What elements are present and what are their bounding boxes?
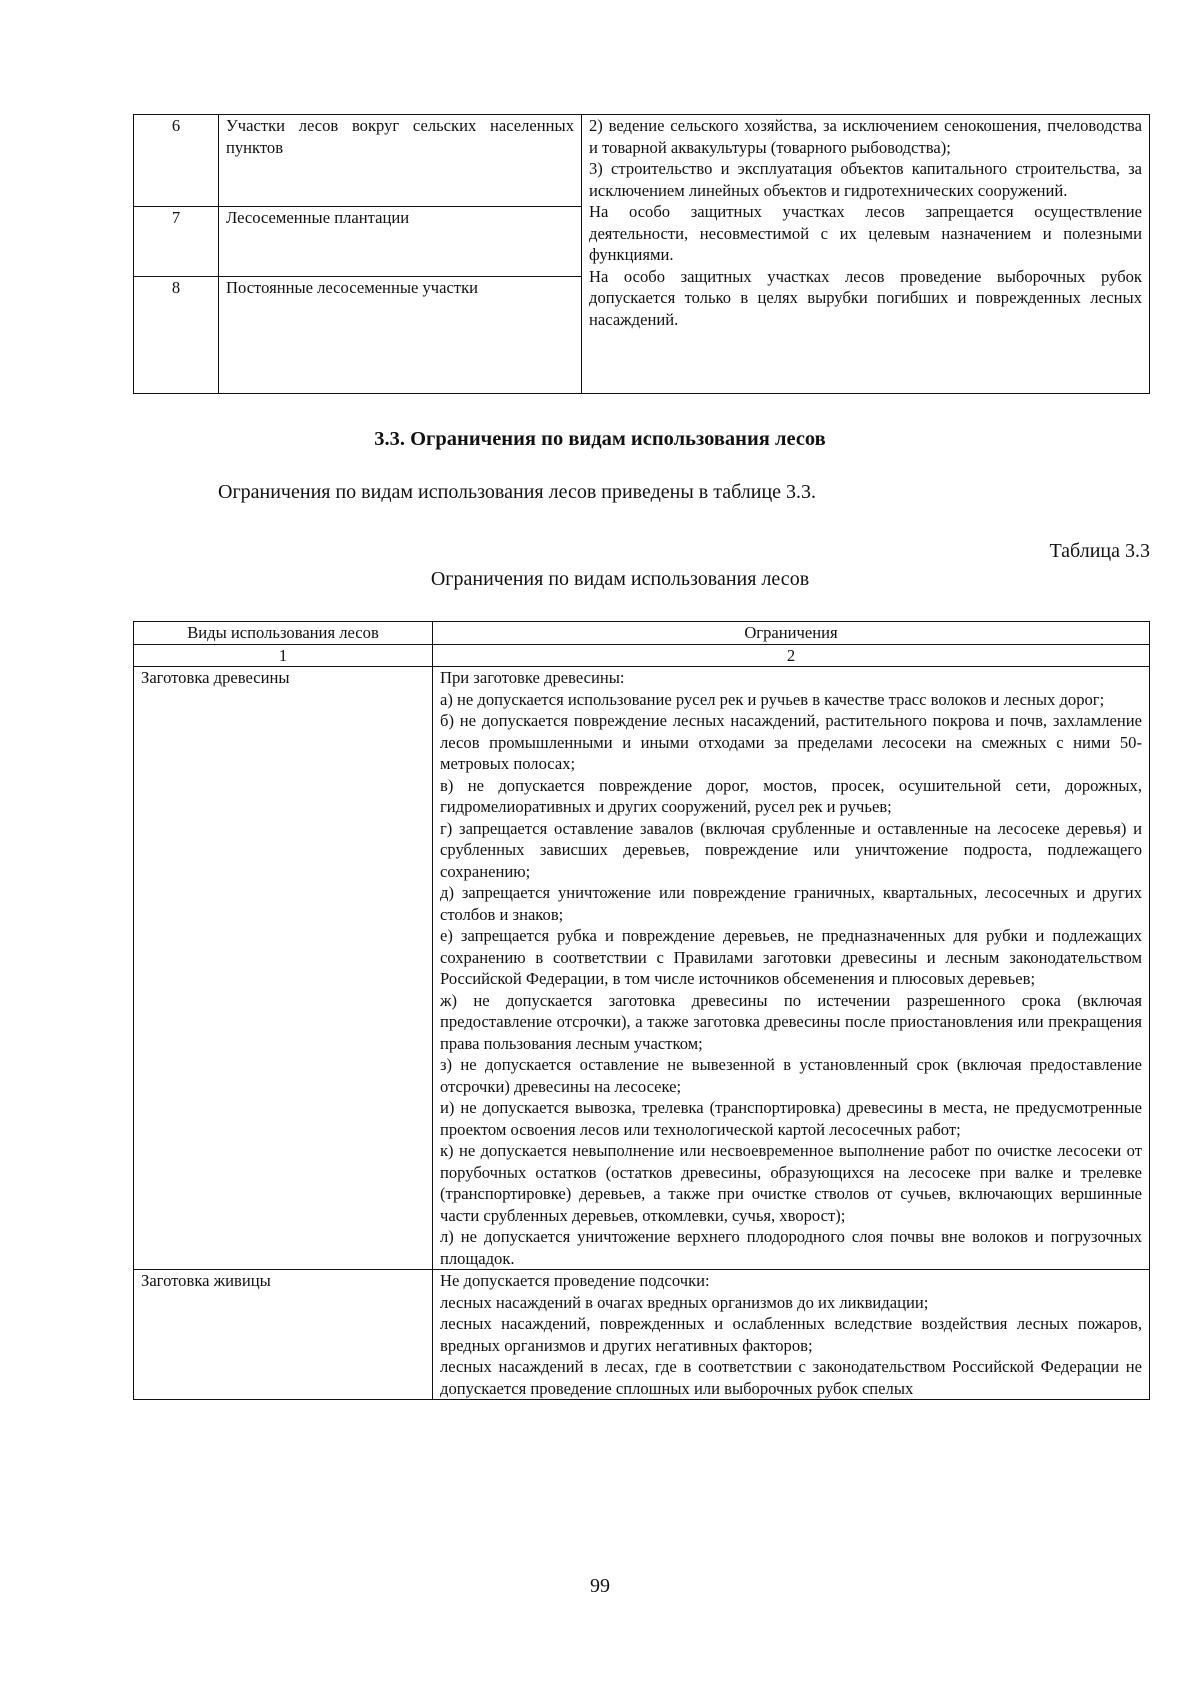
restriction-paragraph: На особо защитных участках лесов запрещается осуществление деятельности, несовместимой с их целевым назначением и полезными функциями. [589,202,1142,264]
table-row [134,115,1150,207]
column-header-restrictions: Ограничения [433,622,1150,645]
row-number: 6 [134,115,219,207]
area-name: Постоянные лесосеменные участки [219,277,582,394]
column-number: 1 [134,644,433,667]
restriction-line: е) запрещается рубка и повреждение деревьев, не предназначенных для рубки и подлежащих сохранению в соответствии с Правилами заготовки древесины и лесным законодательством Российской Федерации, в том числе источников обсеменения и плюсовых деревьев; [440,926,1142,988]
restrictions-cell [433,1270,1150,1400]
restriction-line: лесных насаждений, поврежденных и ослабленных вследствие воздействия лесных пожаров, вредных организмов и других негативных факторов; [440,1314,1142,1355]
use-type: Заготовка живицы [134,1270,433,1400]
column-header-use-type: Виды использования лесов [134,622,433,645]
restriction-line: При заготовке древесины: [440,668,625,687]
use-type: Заготовка древесины [134,667,433,1270]
restriction-line: а) не допускается использование русел рек и ручьев в качестве трасс волоков и лесных дорог; [440,689,1105,709]
restriction-paragraph: 3) строительство и эксплуатация объектов капитального строительства, за исключением линейных объектов и гидротехнических сооружений. [589,159,1142,200]
restrictions-cell [433,667,1150,1270]
restriction-paragraph: 2) ведение сельского хозяйства, за исключением сенокошения, пчеловодства и товарной аквакультуры (товарного рыбоводства); [589,116,1142,157]
restriction-line: к) не допускается невыполнение или несвоевременное выполнение работ по очистке лесосеки от порубочных остатков (остатков древесины, образующихся на лесосеке при валке и трелевке (транспортировке) деревьев, а также при очистке стволов от сучьев, включающих вершинные части срубленных деревьев, откомлевки, сучья, хворост); [440,1141,1142,1225]
table-caption: Ограничения по видам использования лесов [430,568,810,590]
restriction-line: лесных насаждений в очагах вредных организмов до их ликвидации; [440,1292,929,1312]
area-name: Лесосеменные плантации [219,207,582,277]
area-name: Участки лесов вокруг сельских населенных пунктов [219,115,582,207]
intro-paragraph: Ограничения по видам использования лесов приведены в таблице 3.3. [218,481,817,503]
column-number-row [134,644,1150,667]
table-header-row [134,622,1150,645]
page-number: 99 [590,1575,610,1597]
restriction-line: ж) не допускается заготовка древесины по истечении разрешенного срока (включая предоставление отсрочки), а также заготовка древесины после приостановления или прекращения права пользования лесным участком; [440,990,1142,1053]
forest-use-restrictions-table [133,621,1150,1400]
restriction-line: и) не допускается вывозка, трелевка (транспортировка) древесины в места, не предусмотренные проектом освоения лесов или технологической картой лесосечных работ; [440,1098,1142,1139]
column-number: 2 [433,644,1150,667]
restriction-line: г) запрещается оставление завалов (включая срубленные и оставленные на лесосеке деревья) и срубленных зависших деревьев, повреждение или уничтожение подроста, подлежащего сохранению; [440,818,1142,881]
table-label: Таблица 3.3 [1049,540,1150,562]
table-row [134,667,1150,1270]
restriction-line: в) не допускается повреждение дорог, мостов, просек, осушительной сети, дорожных, гидромелиоративных и других сооружений, русел рек и ручьев; [440,775,1142,816]
area-restrictions [582,115,1150,394]
restriction-line: Не допускается проведение подсочки: [440,1271,710,1290]
table-row [134,1270,1150,1400]
restriction-line: з) не допускается оставление не вывезенной в установленный срок (включая предоставление отсрочки) древесины на лесосеке; [440,1055,1142,1096]
restriction-paragraph: На особо защитных участках лесов проведение выборочных рубок допускается только в целях вырубки погибших и поврежденных лесных насаждений. [589,266,1142,329]
restriction-line: лесных насаждений в лесах, где в соответствии с законодательством Российской Федерации не допускается проведение сплошных или выборочных рубок спелых [440,1357,1142,1398]
restriction-line: л) не допускается уничтожение верхнего плодородного слоя почвы вне волоков и погрузочных площадок. [440,1227,1142,1268]
restriction-line: д) запрещается уничтожение или повреждение граничных, квартальных, лесосечных и других столбов и знаков; [440,883,1142,924]
protective-areas-table-continued [133,114,1150,394]
row-number: 8 [134,277,219,394]
restriction-line: б) не допускается повреждение лесных насаждений, растительного покрова и почв, захламление лесов промышленными и иными отходами за пределами лесосеки на смежных с ними 50-метровых полосах; [440,711,1142,773]
row-number: 7 [134,207,219,277]
section-heading: 3.3. Ограничения по видам использования лесов [374,428,826,450]
